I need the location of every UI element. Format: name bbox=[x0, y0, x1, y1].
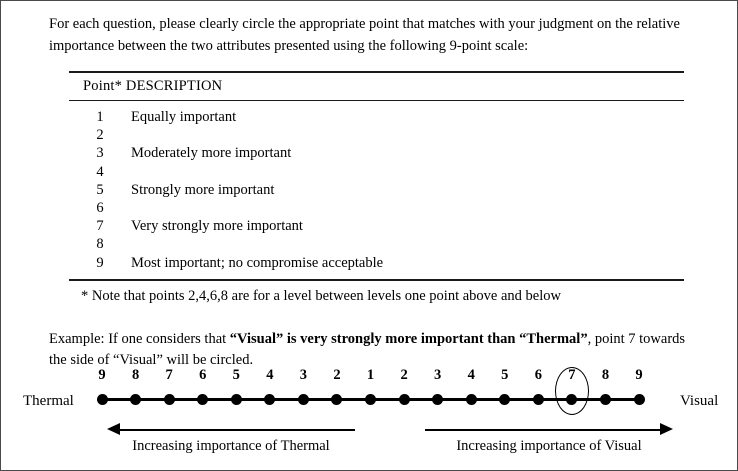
scale-point-label: 9 bbox=[98, 367, 106, 383]
nine-point-scale-diagram bbox=[1, 367, 738, 471]
table-cell-point: 6 bbox=[96, 199, 104, 216]
table-cell-point: 2 bbox=[96, 127, 104, 144]
table-body bbox=[69, 101, 684, 279]
scale-point-label: 3 bbox=[299, 367, 307, 383]
table-cell-point: 1 bbox=[96, 109, 104, 125]
arrow-line-thermal bbox=[120, 429, 355, 431]
example-paragraph bbox=[49, 329, 699, 371]
scale-point-label: 1 bbox=[366, 367, 375, 383]
table-row bbox=[69, 182, 684, 200]
scale-point-dot[interactable] bbox=[365, 394, 376, 405]
table-cell-description: Most important; no compromise acceptable bbox=[131, 254, 384, 271]
scale-point-label: 9 bbox=[635, 367, 643, 383]
scale-point-dot[interactable] bbox=[466, 394, 477, 405]
arrow-block-visual bbox=[425, 420, 673, 460]
table-row bbox=[69, 127, 684, 145]
table-cell-point: 9 bbox=[96, 254, 104, 271]
example-emphasis: “Visual” is very strongly more important than “Thermal” bbox=[229, 331, 588, 347]
table-cell-description: Equally important bbox=[131, 109, 237, 125]
footnote-note: * Note that points 2,4,6,8 are for a level between levels one point above and below bbox=[81, 288, 561, 304]
arrow-head-left-icon bbox=[107, 423, 120, 435]
table-cell-point: 3 bbox=[96, 145, 104, 162]
scale-point-label: 4 bbox=[467, 367, 475, 383]
arrow-caption-thermal: Increasing importance of Thermal bbox=[132, 438, 330, 454]
arrow-caption-visual: Increasing importance of Visual bbox=[456, 438, 642, 454]
table-row bbox=[69, 200, 684, 218]
table-cell-point: 8 bbox=[96, 236, 104, 253]
table-row bbox=[69, 218, 684, 236]
circled-selection-marker bbox=[555, 367, 589, 415]
table-cell-description: Strongly more important bbox=[131, 181, 275, 198]
scale-point-dot[interactable] bbox=[533, 394, 544, 405]
scale-point-dot[interactable] bbox=[231, 394, 242, 405]
arrow-head-right-icon bbox=[660, 423, 673, 435]
scale-point-dot[interactable] bbox=[432, 394, 443, 405]
table-cell-description: Moderately more important bbox=[131, 145, 292, 162]
scale-point-dot[interactable] bbox=[197, 394, 208, 405]
scale-point-dot[interactable] bbox=[600, 394, 611, 405]
scale-point-label: 6 bbox=[199, 367, 207, 383]
scale-point-dot[interactable] bbox=[634, 394, 645, 405]
scale-point-label: 8 bbox=[601, 367, 610, 383]
scale-point-label: 4 bbox=[266, 367, 274, 383]
scale-point-dot[interactable] bbox=[97, 394, 108, 405]
scale-point-label: 6 bbox=[534, 367, 542, 383]
table-cell-point: 4 bbox=[96, 163, 104, 180]
scale-point-label: 2 bbox=[400, 367, 408, 383]
scale-point-label: 7 bbox=[568, 367, 576, 383]
axis-label-thermal: Thermal bbox=[23, 393, 74, 409]
scale-point-dot[interactable] bbox=[164, 394, 175, 405]
scale-point-dot[interactable] bbox=[264, 394, 275, 405]
intro-paragraph: For each question, please clearly circle the appropriate point that matches with your judgment on the relative importance between the two attributes presented using the following 9-point scale: bbox=[49, 16, 680, 54]
example-tail: , point 7 towards the side of “Visual” will be circled. bbox=[49, 331, 686, 368]
arrow-block-thermal bbox=[107, 420, 355, 460]
scale-point-dot[interactable] bbox=[499, 394, 510, 405]
scale-point-dot[interactable] bbox=[130, 394, 141, 405]
example-lead: Example: If one considers that bbox=[49, 331, 230, 347]
scale-point-dot[interactable] bbox=[399, 394, 410, 405]
table-row bbox=[69, 164, 684, 182]
scale-point-label: 5 bbox=[501, 367, 509, 383]
scale-point-dot[interactable] bbox=[331, 394, 342, 405]
scale-table bbox=[69, 71, 684, 281]
table-cell-point: 7 bbox=[96, 218, 104, 235]
table-bottom-rule bbox=[69, 279, 684, 281]
table-header-point-description: Point* DESCRIPTION bbox=[83, 78, 223, 94]
scale-point-label: 5 bbox=[232, 367, 240, 383]
scale-axis bbox=[98, 367, 643, 417]
table-row bbox=[69, 236, 684, 254]
table-cell-description: Very strongly more important bbox=[131, 218, 303, 235]
axis-label-visual: Visual bbox=[680, 393, 719, 409]
table-cell-point: 5 bbox=[96, 181, 104, 198]
table-row bbox=[69, 255, 684, 273]
scale-point-dot[interactable] bbox=[298, 394, 309, 405]
table-row bbox=[69, 145, 684, 163]
scale-point-label: 3 bbox=[434, 367, 442, 383]
table-row bbox=[69, 109, 684, 127]
scale-point-label: 8 bbox=[131, 367, 140, 383]
arrow-line-visual bbox=[425, 429, 660, 431]
scale-point-label: 7 bbox=[165, 367, 173, 383]
scale-point-label: 2 bbox=[333, 367, 341, 383]
